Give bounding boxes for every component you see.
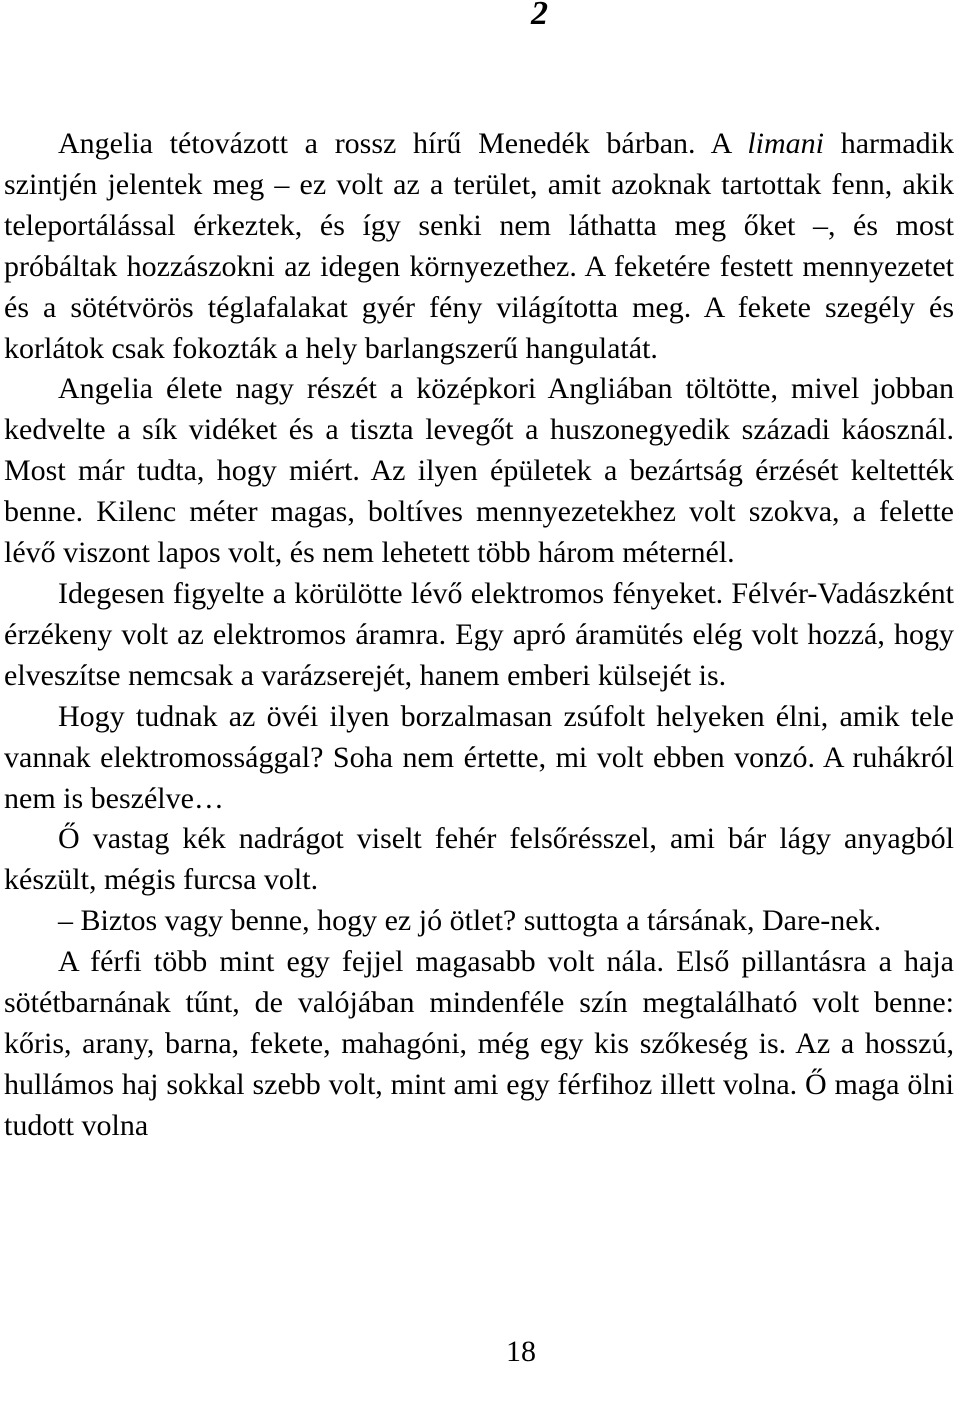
body-text bbox=[4, 124, 954, 1147]
chapter-number: 2 bbox=[531, 0, 548, 32]
paragraph: Hogy tudnak az övéi ilyen borzalmasan zsúfolt helyeken élni, amik tele vannak elektromossággal? Soha nem értette, mi volt ebben vonzó. A ruhákról nem is beszélve… bbox=[4, 699, 954, 815]
paragraph: Angelia élete nagy részét a középkori Angliában töltötte, mivel jobban kedvelte a sík vidéket és a tiszta levegőt a huszonegyedik századi káosznál. Most már tudta, hogy miért. Az ilyen épületek a bezártság érzését keltették benne. Kilenc méter magas, boltíves mennyezetekhez volt szokva, a felette lévő viszont lapos volt, és nem lehetett több három méternél. bbox=[4, 372, 954, 570]
paragraph-text: harmadik szintjén jelentek meg – ez volt az a terület, amit azoknak tartottak fenn, akik teleportálással érkeztek, és így senki nem láthatta meg őket –, és most próbáltak hozzászokni az idegen környezethez. A feketére festett mennyezetet és a sötétvörös téglafalakat gyér fény világította meg. A fekete szegély és korlátok csak fokozták a hely barlangszerű hangulatát. bbox=[4, 127, 954, 365]
paragraph: Idegesen figyelte a körülötte lévő elektromos fényeket. Félvér-Vadászként érzékeny volt az elektromos áramra. Egy apró áramütés elég volt hozzá, hogy elveszítse nemcsak a varázserejét, hanem emberi külsejét is. bbox=[4, 576, 954, 692]
paragraph: Ő vastag kék nadrágot viselt fehér felsőrésszel, ami bár lágy anyagból készült, mégis furcsa volt. bbox=[4, 822, 954, 897]
paragraph bbox=[4, 124, 954, 369]
page-number: 18 bbox=[506, 1335, 536, 1368]
paragraph: – Biztos vagy benne, hogy ez jó ötlet? suttogta a társának, Dare-nek. bbox=[58, 904, 882, 938]
paragraph: A férfi több mint egy fejjel magasabb volt nála. Első pillantásra a haja sötétbarnának tűnt, de valójában mindenféle szín megtalálható volt benne: kőris, arany, barna, fekete, mahagóni, még egy kis szőkeség is. Az a hosszú, hullámos haj sokkal szebb volt, mint ami egy férfihoz illett volna. Ő maga ölni tudott volna bbox=[4, 945, 954, 1142]
emphasized-word: limani bbox=[747, 127, 824, 160]
paragraph-text: Angelia tétovázott a rossz hírű Menedék bárban. A bbox=[58, 127, 748, 160]
